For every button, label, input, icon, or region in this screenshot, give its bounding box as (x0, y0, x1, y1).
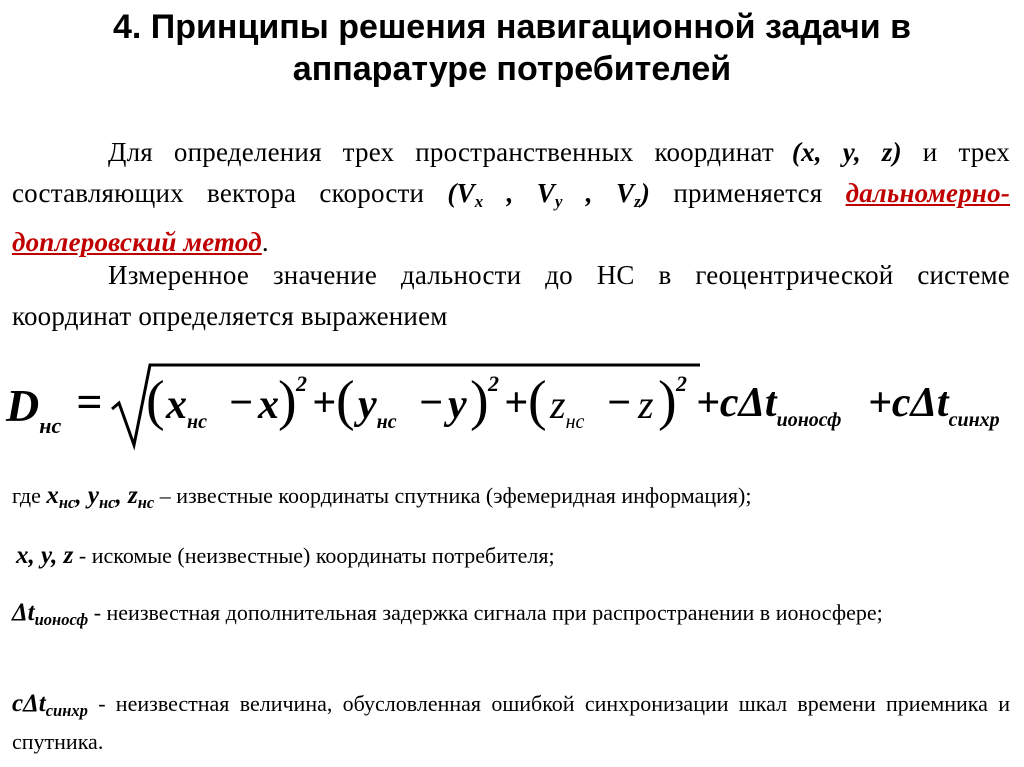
paren-close-3: ) (658, 370, 677, 432)
legend-symbol: $\Delta t_{ионосф}$ (12, 599, 89, 629)
para1-text-c: применяется (673, 178, 823, 208)
legend-prefix: где (12, 483, 41, 508)
sync-term: +cΔt$_{синхр}$ (868, 380, 1000, 431)
z-user: z (638, 382, 654, 427)
minus-2: − (418, 380, 444, 426)
title-line-1: 4. Принципы решения навигационной задачи в (113, 8, 911, 46)
paren-open-3: ( (528, 370, 547, 432)
y-sat: $y_{нс}$ (358, 382, 397, 433)
paren-open-1: ( (146, 370, 165, 432)
paren-close-1: ) (278, 370, 297, 432)
formula-equals: = (76, 376, 103, 427)
legend-item-user-coords (16, 540, 1014, 571)
x-user: x (258, 382, 279, 428)
legend-symbol: x, y, z (16, 542, 74, 569)
square-1: 2 (296, 371, 307, 396)
plus-1: + (312, 380, 336, 426)
legend-symbol: $x_{нс}$, $y_{нс}$, $z_{нс}$ (46, 482, 155, 512)
legend-item-iono-delay (12, 597, 1010, 635)
x-sat: $x_{нс}$ (166, 382, 207, 433)
paragraph-range (12, 255, 1010, 337)
legend-text: - неизвестная величина, обусловленная ошибкой синхронизации шкал времени приемника и спутника. (12, 691, 1010, 754)
legend-text: – известные координаты спутника (эфемеридная информация); (159, 483, 752, 508)
para1-period: . (261, 227, 269, 258)
para2-text: Измеренное значение дальности до НС в геоцентрической системе координат определяется выражением (12, 260, 1010, 331)
title-line-2: аппаратуре потребителей (292, 50, 732, 88)
slide-title (0, 6, 1024, 90)
legend-text: - неизвестная дополнительная задержка сигнала при распространении в ионосфере; (93, 600, 883, 625)
coords-symbols: (x, y, z) (791, 137, 902, 167)
legend-symbol: cΔt$_{синхр}$ (12, 690, 88, 720)
minus-3: − (606, 380, 632, 426)
velocity-symbols: ($V_x$ , $V_y$ , $V_z$) (447, 178, 651, 212)
y-user: y (448, 382, 467, 428)
paren-open-2: ( (336, 370, 355, 432)
legend-text: - искомые (неизвестные) координаты потребителя; (78, 543, 555, 568)
iono-term: +cΔt$_{ионосф}$ (696, 380, 842, 431)
range-formula (6, 357, 1020, 457)
formula-lhs: $D_{нс}$ (6, 380, 62, 438)
paren-close-2: ) (470, 370, 489, 432)
z-sat: $z_{нс}$ (550, 382, 585, 433)
square-2: 2 (488, 371, 499, 396)
plus-2: + (504, 380, 528, 426)
method-name: дальномерно-доплеровский метод (12, 178, 1011, 258)
para1-text-a: Для определения трех пространственных координат (108, 137, 774, 167)
minus-1: − (228, 380, 254, 426)
legend-item-sync-error (12, 688, 1010, 757)
para1-text-b: и трех составляющих вектора скорости (12, 137, 1011, 208)
square-3: 2 (676, 371, 687, 396)
legend-item-satellite-coords (12, 480, 1010, 518)
paragraph-coordinates (12, 132, 1010, 263)
